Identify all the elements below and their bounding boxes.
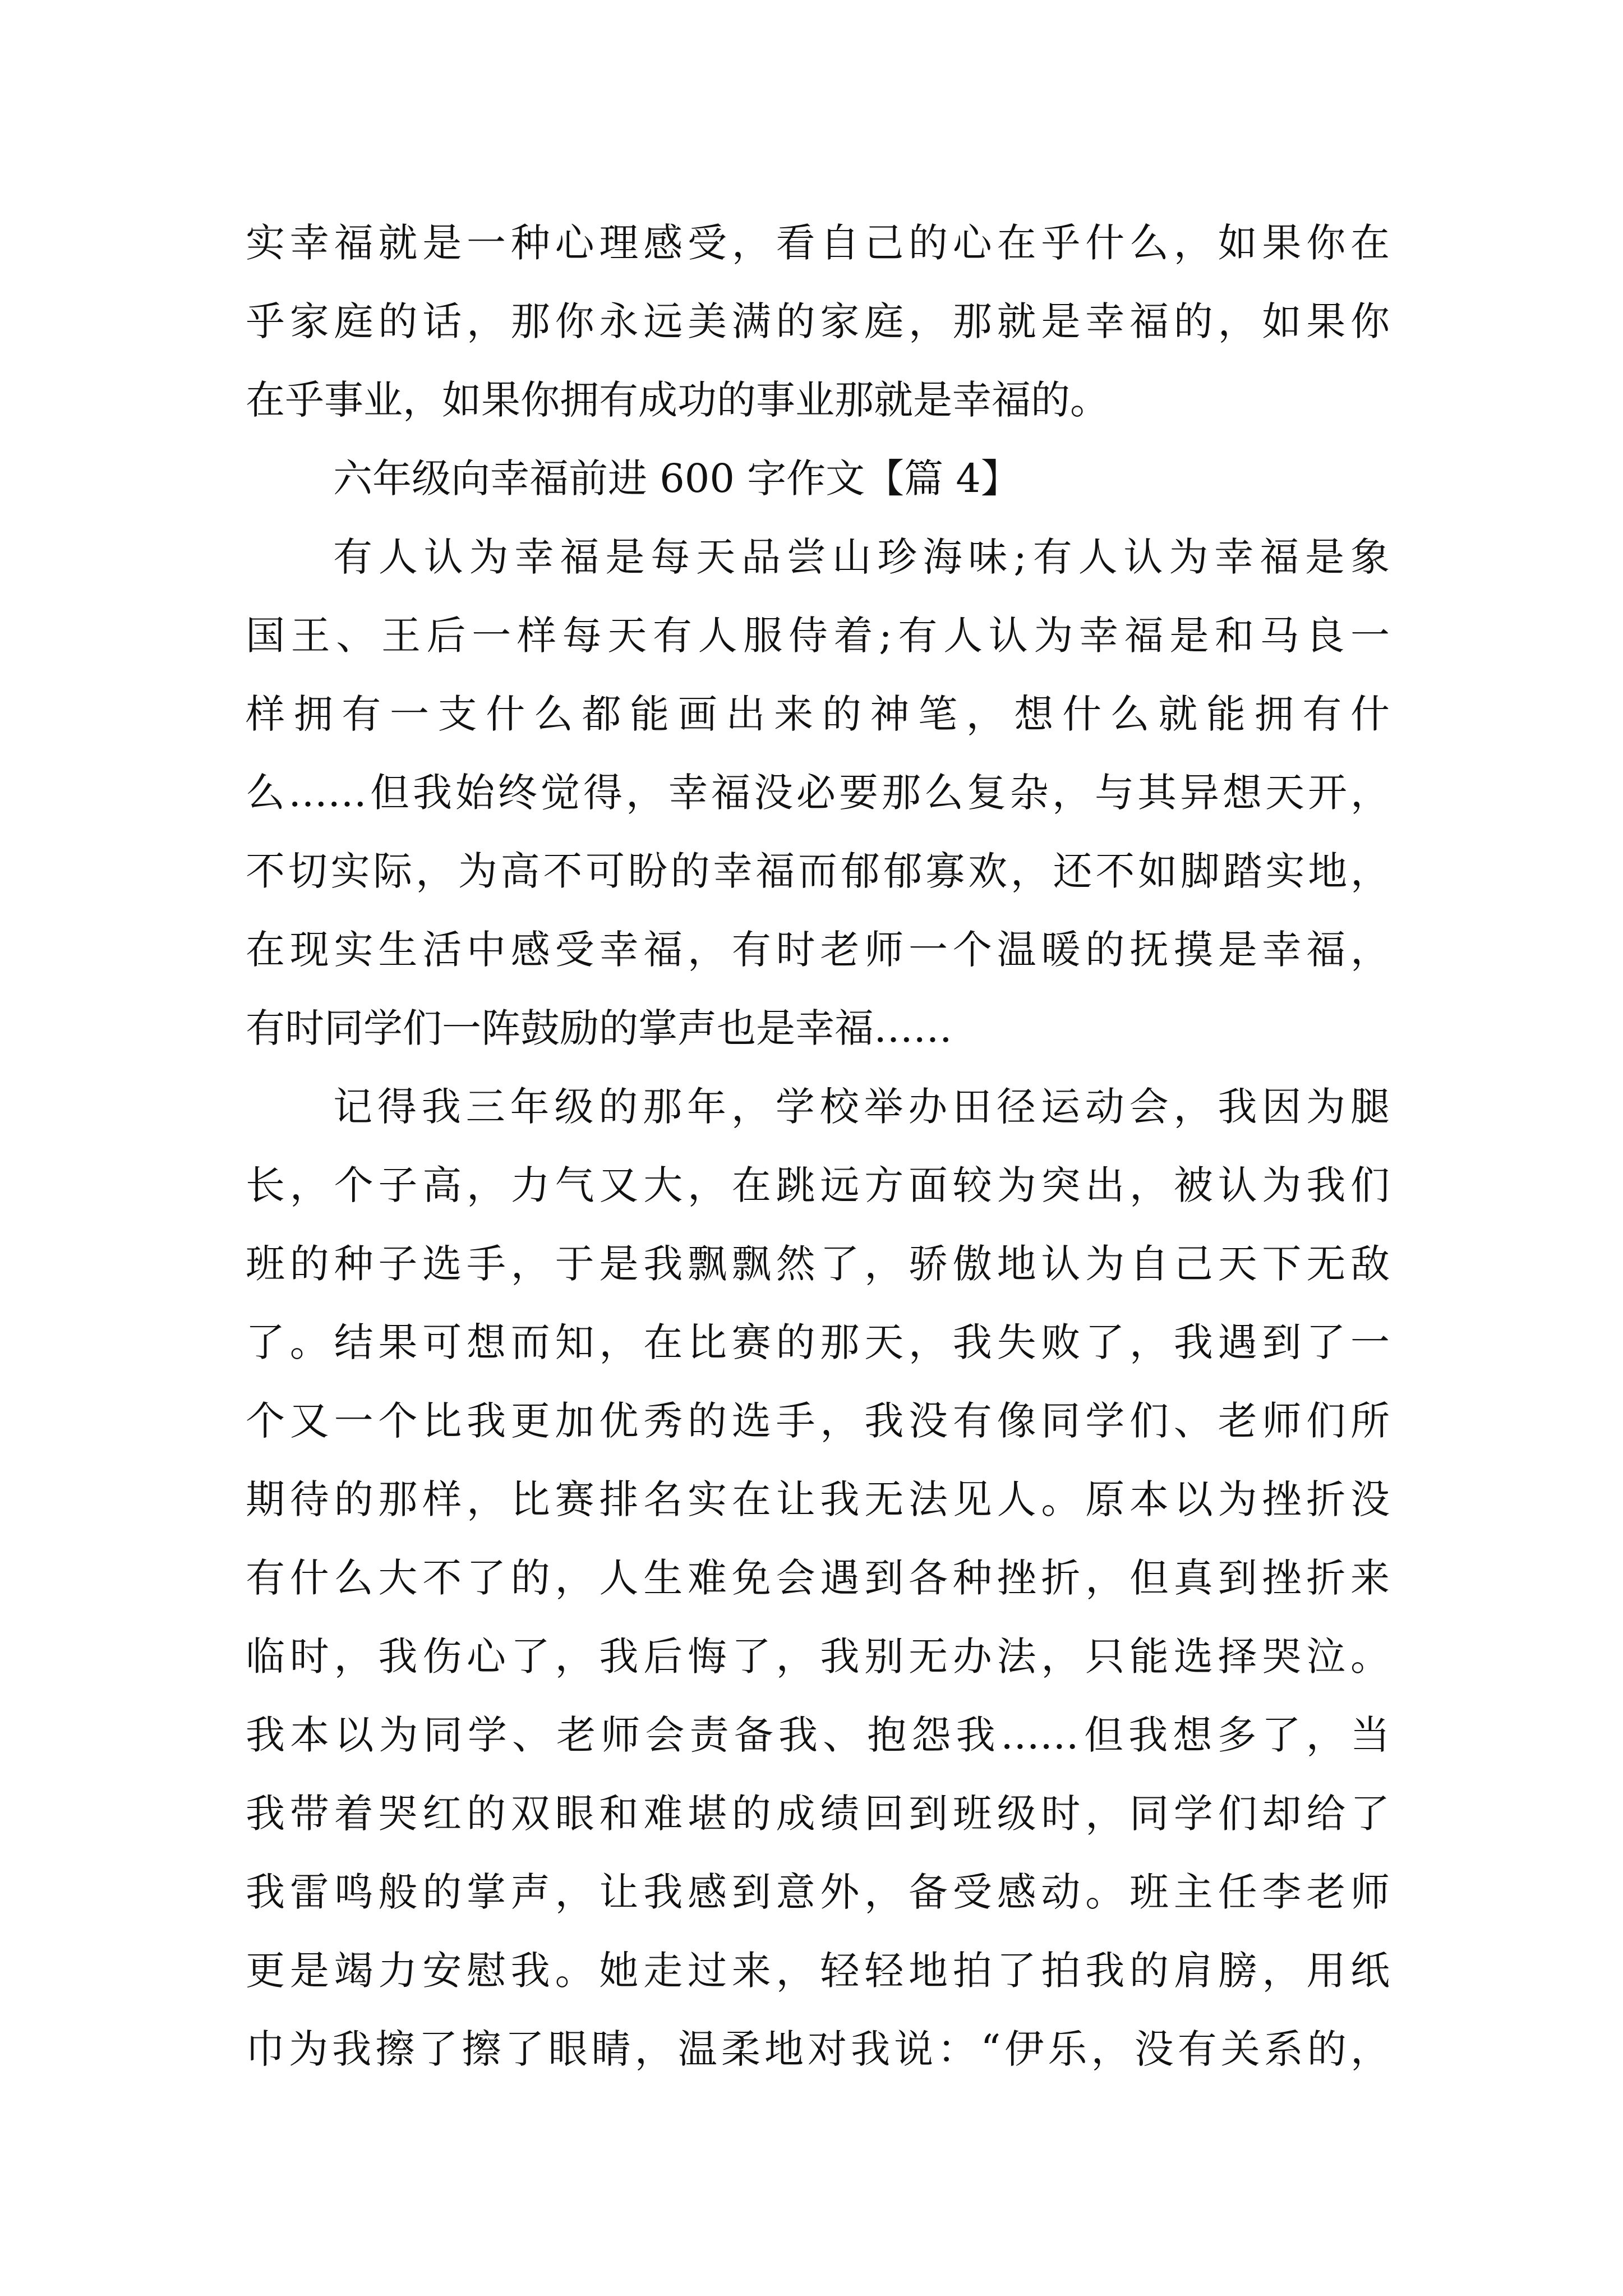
paragraph-line: 国王、王后一样每天有人服侍着;有人认为幸福是和马良一 — [246, 613, 1390, 659]
paragraph-line: 么……但我始终觉得，幸福没必要那么复杂，与其异想天开， — [246, 770, 1390, 816]
paragraph-line: 更是竭力安慰我。她走过来，轻轻地拍了拍我的肩膀，用纸 — [246, 1948, 1390, 1994]
paragraph-line: 有什么大不了的，人生难免会遇到各种挫折，但真到挫折来 — [246, 1555, 1390, 1601]
paragraph-line: 班的种子选手，于是我飘飘然了，骄傲地认为自己天下无敌 — [246, 1241, 1390, 1287]
paragraph-line: 有时同学们一阵鼓励的掌声也是幸福…… — [246, 1005, 952, 1051]
paragraph-line: 我本以为同学、老师会责备我、抱怨我……但我想多了，当 — [246, 1712, 1390, 1758]
paragraph-line: 在现实生活中感受幸福，有时老师一个温暖的抚摸是幸福， — [246, 927, 1390, 973]
paragraph-line: 在乎事业，如果你拥有成功的事业那就是幸福的。 — [246, 377, 1109, 423]
paragraph-line: 实幸福就是一种心理感受，看自己的心在乎什么，如果你在 — [246, 220, 1390, 266]
paragraph-line: 我雷鸣般的掌声，让我感到意外，备受感动。班主任李老师 — [246, 1869, 1390, 1915]
paragraph-line: 有人认为幸福是每天品尝山珍海味;有人认为幸福是象 — [333, 534, 1390, 580]
paragraph-line: 长，个子高，力气又大，在跳远方面较为突出，被认为我们 — [246, 1162, 1390, 1208]
paragraph-line: 巾为我擦了擦了眼睛，温柔地对我说：“伊乐，没有关系的， — [246, 2026, 1390, 2072]
paragraph-line: 乎家庭的话，那你永远美满的家庭，那就是幸福的，如果你 — [246, 298, 1390, 344]
paragraph-line: 期待的那样，比赛排名实在让我无法见人。原本以为挫折没 — [246, 1476, 1390, 1522]
paragraph-line: 记得我三年级的那年，学校举办田径运动会，我因为腿 — [333, 1084, 1390, 1130]
paragraph-line: 临时，我伤心了，我后悔了，我别无办法，只能选择哭泣。 — [246, 1634, 1390, 1680]
paragraph-line: 我带着哭红的双眼和难堪的成绩回到班级时，同学们却给了 — [246, 1791, 1390, 1837]
paragraph-line: 不切实际，为高不可盼的幸福而郁郁寡欢，还不如脚踏实地， — [246, 848, 1390, 894]
paragraph-line: 样拥有一支什么都能画出来的神笔，想什么就能拥有什 — [246, 691, 1390, 737]
paragraph-line: 了。结果可想而知，在比赛的那天，我失败了，我遇到了一 — [246, 1319, 1390, 1365]
section-heading: 六年级向幸福前进 600 字作文【篇 4】 — [333, 455, 1020, 501]
paragraph-line: 个又一个比我更加优秀的选手，我没有像同学们、老师们所 — [246, 1398, 1390, 1444]
